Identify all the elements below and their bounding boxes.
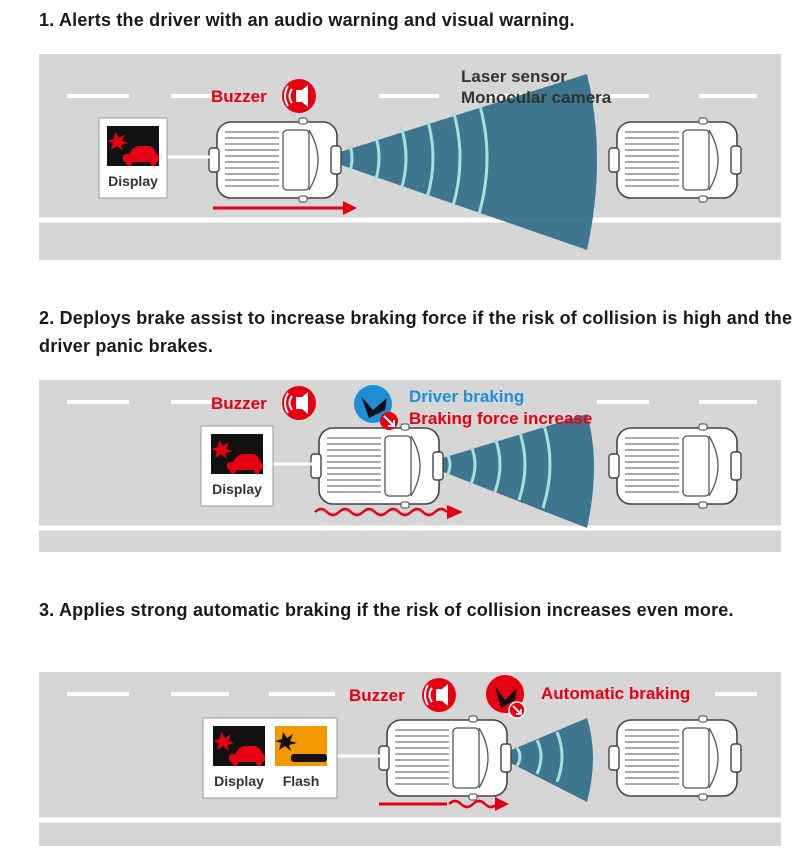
buzzer-label: Buzzer: [211, 394, 267, 413]
buzzer-icon: [282, 79, 316, 113]
step-3-title: 3. Applies strong automatic braking if the risk of collision increases even more.: [39, 600, 734, 620]
step-3-diagram: [39, 672, 781, 846]
step-2-title: 2. Deploys brake assist to increase braking force if the risk of collision is high and the driver panic brakes.: [39, 308, 793, 356]
own-vehicle: [379, 716, 511, 800]
own-vehicle: [209, 118, 341, 202]
buzzer-label: Buzzer: [211, 87, 267, 106]
buzzer-icon: [282, 386, 316, 420]
automatic-braking-label: Automatic braking: [541, 684, 691, 703]
driver-braking-label: Driver braking: [409, 387, 525, 406]
display-label: Display: [214, 773, 264, 789]
own-vehicle: [311, 424, 443, 508]
flash-label: Flash: [282, 773, 320, 789]
buzzer-label: Buzzer: [349, 686, 405, 705]
display-label: Display: [212, 481, 262, 497]
braking-force-icon: [380, 412, 398, 430]
step-2-diagram: [39, 380, 781, 552]
laser-sensor-label: Laser sensor: [461, 67, 567, 86]
braking-force-label: Braking force increase: [409, 409, 593, 428]
step-1-diagram: [39, 54, 781, 260]
front-vehicle: [609, 118, 741, 202]
buzzer-icon: [422, 678, 456, 712]
display-label: Display: [108, 173, 158, 189]
front-vehicle: [609, 716, 741, 800]
front-vehicle: [609, 424, 741, 508]
monocular-camera-label: Monocular camera: [461, 88, 612, 107]
step-1-title: 1. Alerts the driver with an audio warning and visual warning.: [39, 10, 575, 30]
